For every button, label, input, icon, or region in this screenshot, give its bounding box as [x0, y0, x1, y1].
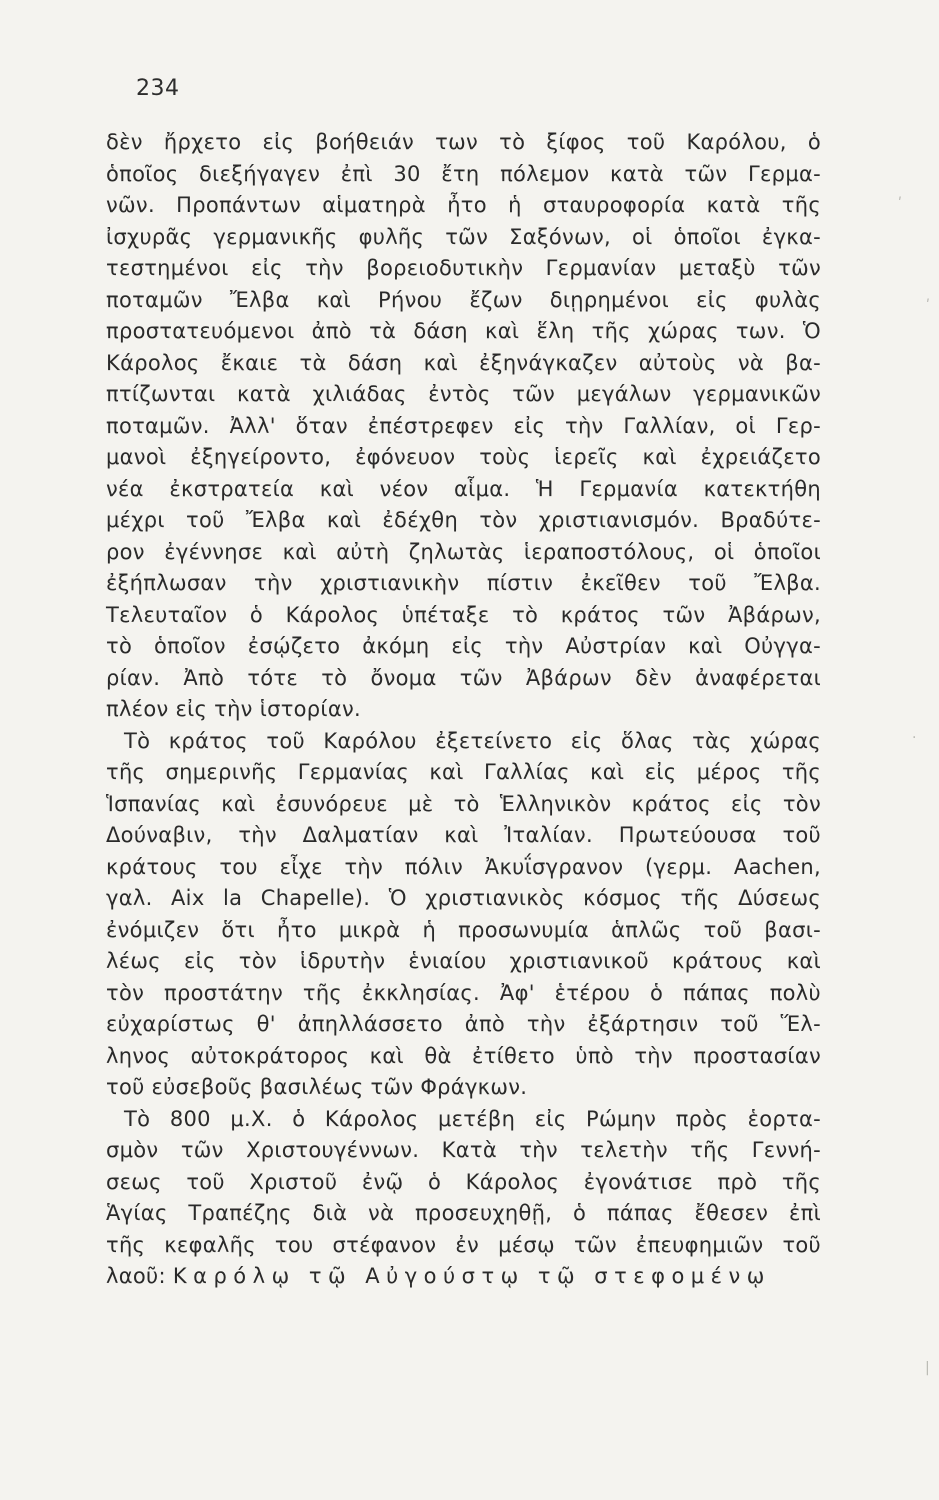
text-line: τῆς σημερινῆς Γερμανίας καὶ Γαλλίας καὶ εἰς μέρος τῆς — [106, 760, 821, 784]
text-line: πλέον εἰς τὴν ἱστορίαν. — [106, 697, 361, 721]
body-text — [106, 127, 821, 1293]
text-line: τὸ ὁποῖον ἐσῴζετο ἀκόμη εἰς τὴν Αὐστρίαν καὶ Οὐγγα- — [106, 634, 821, 658]
text-line: σμὸν τῶν Χριστουγέννων. Κατὰ τὴν τελετὴν τῆς Γεννή- — [106, 1138, 821, 1162]
text-line: δὲν ἤρχετο εἰς βοήθειάν των τὸ ξίφος τοῦ Καρόλου, ὁ — [106, 130, 821, 154]
text-line: ἐξήπλωσαν τὴν χριστιανικὴν πίστιν ἐκεῖθεν τοῦ Ἔλβα. — [106, 571, 821, 595]
paragraph — [106, 726, 821, 1104]
text-line: Τὸ 800 μ.Χ. ὁ Κάρολος μετέβη εἰς Ρώμην πρὸς ἑορτα- — [124, 1106, 821, 1131]
scan-speck: ʹ — [898, 196, 902, 212]
text-line: τὸν προστάτην τῆς ἐκκλησίας. Ἀφ' ἑτέρου ὁ πάπας πολὺ — [106, 980, 821, 1005]
text-line: Τελευταῖον ὁ Κάρολος ὑπέταξε τὸ κράτος τῶν Ἀβάρων, — [106, 602, 821, 627]
text-line: Ἱσπανίας καὶ ἐσυνόρευε μὲ τὸ Ἑλληνικὸν κράτος εἰς τὸν — [106, 791, 821, 816]
text-line: γαλ. Aix la Chapelle). Ὁ χριστιανικὸς κόσμος τῆς Δύσεως — [106, 886, 821, 910]
text-line: ἰσχυρᾶς γερμανικῆς φυλῆς τῶν Σαξόνων, οἱ ὁποῖοι ἐγκα- — [106, 224, 821, 249]
text-line: κράτους του εἶχε τὴν πόλιν Ἀκυΐσγρανον (γερμ. Aachen, — [106, 854, 821, 879]
text-line: Κάρολος ἔκαιε τὰ δάση καὶ ἐξηνάγκαζεν αὐτοὺς νὰ βα- — [106, 350, 821, 375]
scan-speck: · — [912, 730, 917, 746]
text-line: ποταμῶν. Ἀλλ' ὅταν ἐπέστρεφεν εἰς τὴν Γαλλίαν, οἱ Γερ- — [106, 413, 821, 438]
text-fragment: λαοῦ: — [106, 1264, 166, 1288]
text-line — [106, 1261, 821, 1293]
text-line: ρον ἐγέννησε καὶ αὐτὴ ζηλωτὰς ἱεραποστόλους, οἱ ὁποῖοι — [106, 539, 821, 564]
text-line: Ἁγίας Τραπέζης διὰ νὰ προσευχηθῇ, ὁ πάπας ἔθεσεν ἐπὶ — [106, 1201, 821, 1225]
text-line: πτίζωνται κατὰ χιλιάδας ἐντὸς τῶν μεγάλων γερμανικῶν — [106, 382, 821, 406]
text-line: Τὸ κράτος τοῦ Καρόλου ἐξετείνετο εἰς ὅλας τὰς χώρας — [124, 728, 821, 753]
text-line: τῆς κεφαλῆς του στέφανον ἐν μέσῳ τῶν ἐπευφημιῶν τοῦ — [106, 1232, 821, 1257]
text-line: ὁποῖος διεξήγαγεν ἐπὶ 30 ἔτη πόλεμον κατὰ τῶν Γερμα- — [106, 161, 821, 186]
text-line: ρίαν. Ἀπὸ τότε τὸ ὄνομα τῶν Ἀβάρων δὲν ἀναφέρεται — [106, 665, 821, 690]
text-line: ληνος αὐτοκράτορος καὶ θὰ ἐτίθετο ὑπὸ τὴν προστασίαν — [106, 1043, 821, 1068]
text-line: νῶν. Προπάντων αἱματηρὰ ἦτο ἡ σταυροφορία κατὰ τῆς — [106, 193, 821, 217]
scan-speck: | — [925, 1360, 930, 1376]
text-line: προστατευόμενοι ἀπὸ τὰ δάση καὶ ἕλη τῆς χώρας των. Ὁ — [106, 319, 821, 343]
text-line: τοῦ εὐσεβοῦς βασιλέως τῶν Φράγκων. — [106, 1075, 528, 1099]
page-number: 234 — [136, 76, 180, 101]
text-line: μανοὶ ἐξηγείροντο, ἐφόνευον τοὺς ἱερεῖς καὶ ἐχρειάζετο — [106, 445, 821, 469]
scan-speck: ʹ — [926, 298, 930, 314]
text-line: νέα ἐκστρατεία καὶ νέον αἷμα. Ἡ Γερμανία κατεκτήθη — [106, 476, 821, 501]
text-line: τεστημένοι εἰς τὴν βορειοδυτικὴν Γερμανίαν μεταξὺ τῶν — [106, 256, 821, 280]
acclamation-spaced-text: Καρόλῳ τῷ Αὐγούστῳ τῷ στεφομένῳ — [172, 1264, 771, 1288]
text-line: μέχρι τοῦ Ἔλβα καὶ ἐδέχθη τὸν χριστιανισμόν. Βραδύτε- — [106, 508, 821, 532]
paragraph — [106, 1104, 821, 1293]
paragraph — [106, 127, 821, 726]
text-line: λέως εἰς τὸν ἱδρυτὴν ἑνιαίου χριστιανικοῦ κράτους καὶ — [106, 949, 821, 973]
text-line: εὐχαρίστως θ' ἀπηλλάσσετο ἀπὸ τὴν ἐξάρτησιν τοῦ Ἕλ- — [106, 1012, 821, 1036]
text-line: ἐνόμιζεν ὅτι ἦτο μικρὰ ἡ προσωνυμία ἁπλῶς τοῦ βασι- — [106, 917, 821, 942]
text-line: ποταμῶν Ἔλβα καὶ Ρήνου ἔζων διῃρημένοι εἰς φυλὰς — [106, 287, 821, 312]
text-line: σεως τοῦ Χριστοῦ ἐνῷ ὁ Κάρολος ἐγονάτισε πρὸ τῆς — [106, 1169, 821, 1194]
text-line: Δούναβιν, τὴν Δαλματίαν καὶ Ἰταλίαν. Πρωτεύουσα τοῦ — [106, 823, 821, 847]
